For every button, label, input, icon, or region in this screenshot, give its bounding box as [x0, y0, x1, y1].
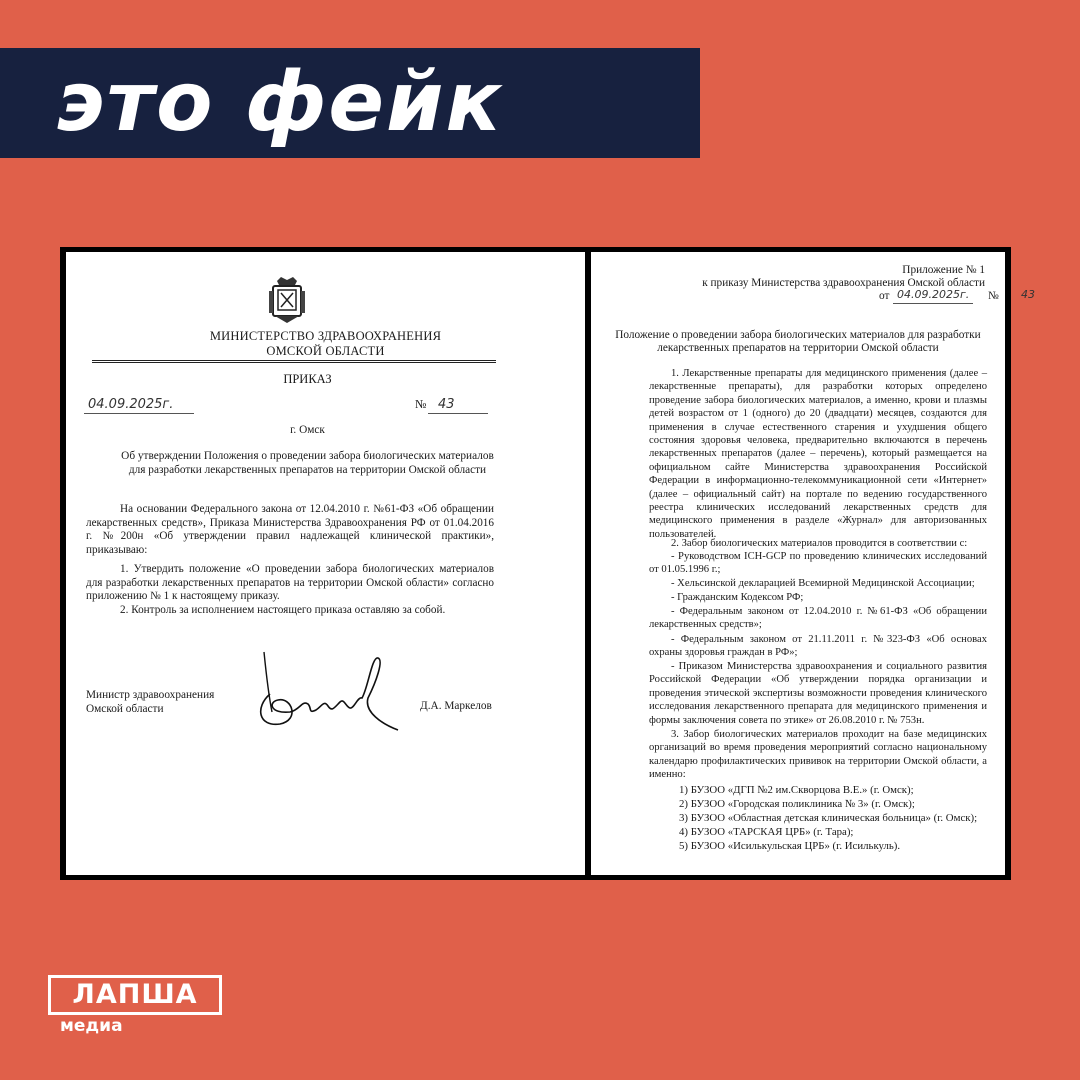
appendix-clause-2a: - Руководством ICH-GCP по проведению клинических исследований от 01.05.1996 г.; — [649, 551, 987, 576]
date-line — [84, 413, 194, 414]
order-item-2: 2. Контроль за исполнением настоящего приказа оставляю за собой. — [120, 604, 446, 616]
appendix-label: Приложение № 1 — [902, 264, 985, 276]
appendix-clause-2b: - Хельсинской декларацией Всемирной Медицинской Ассоциации; — [671, 578, 975, 589]
appendix-date-line — [893, 303, 973, 304]
order-word: ПРИКАЗ — [283, 372, 332, 386]
ministry-name-line2: ОМСКОЙ ОБЛАСТИ — [266, 344, 385, 358]
coat-of-arms-icon — [269, 277, 305, 323]
appendix-clause-2d: - Федеральным законом от 12.04.2010 г. №61-ФЗ «Об обращении лекарственных средств»; — [649, 606, 987, 631]
appendix-clause-2c: - Гражданским Кодексом РФ; — [671, 592, 804, 603]
order-page — [66, 252, 585, 875]
header-rule-second — [92, 362, 496, 363]
signer-title-line2: Омской области — [86, 703, 164, 715]
list-item: 1) БУЗОО «ДГП №2 им.Скворцова В.Е.» (г. Омск); — [679, 784, 914, 796]
signer-title-line1: Министр здравоохранения — [86, 689, 215, 701]
order-preamble: На основании Федерального закона от 12.04.2010 г. №61-ФЗ «Об обращении лекарственных средств», Приказа Министерства Здравоохранения РФ от 01.04.2016 г. №200н «Об утверждении правил надлежащей клинической практики», приказываю: — [86, 503, 494, 556]
ministry-name-line1: МИНИСТЕРСТВО ЗДРАВООХРАНЕНИЯ — [209, 329, 442, 343]
number-line — [428, 413, 488, 414]
appendix-clause-2e: - Федеральным законом от 21.11.2011 г. №323-ФЗ «Об основах охраны здоровья граждан в РФ»; — [649, 634, 987, 659]
city: г. Омск — [290, 424, 325, 436]
list-item: 4) БУЗОО «ТАРСКАЯ ЦРБ» (г. Тара); — [679, 826, 854, 838]
list-item: 5) БУЗОО «Исилькульская ЦРБ» (г. Исилькуль). — [679, 840, 901, 852]
order-date: 04.09.2025г. — [88, 397, 174, 412]
signature-icon — [250, 652, 400, 732]
fake-banner — [0, 48, 700, 158]
appendix-clause-2: 2. Забор биологических материалов проводится в соответствии с: — [671, 538, 968, 549]
order-title-line1: Об утверждении Положения о проведении забора биологических материалов — [121, 450, 494, 462]
appendix-number: 43 — [1021, 288, 1035, 301]
appendix-heading-line1: Положение о проведении забора биологических материалов для разработки — [615, 329, 981, 341]
order-title-line2: для разработки лекарственных препаратов на территории Омской области — [128, 464, 487, 476]
order-item-1: 1. Утвердить положение «О проведении забора биологических материалов для разработки лекарственных препаратов на территории Омской области» согласно приложению № 1 к настоящему приказу. — [86, 563, 494, 602]
signer-name: Д.А. Маркелов — [420, 700, 492, 712]
appendix-reference: к приказу Министерства здравоохранения Омской области — [702, 277, 985, 289]
order-number: 43 — [438, 397, 455, 412]
appendix-clause-3: 3. Забор биологических материалов проходит на базе медицинских организаций во время проведения мероприятий согласно национальному календарю профилактических прививок на территории Омской области, а именно: — [649, 729, 987, 781]
appendix-heading-line2: лекарственных препаратов на территории Омской области — [657, 342, 939, 354]
order-number-label: № — [415, 397, 427, 411]
list-item: 3) БУЗОО «Областная детская клиническая больница» (г. Омск); — [679, 812, 978, 824]
logo-name: ЛАПША — [72, 979, 198, 1010]
list-item: 2) БУЗОО «Городская поликлиника № 3» (г. Омск); — [679, 798, 915, 810]
document-scan — [60, 247, 1035, 880]
header-rule — [92, 360, 496, 361]
appendix-date: 04.09.2025г. — [897, 288, 970, 301]
appendix-number-label: № — [988, 290, 999, 302]
lapsha-logo — [48, 975, 222, 1015]
appendix-page — [591, 252, 1035, 875]
logo-subtitle: медиа — [60, 1016, 123, 1036]
appendix-clause-2f: - Приказом Министерства здравоохранения и социального развития Российской Федерации «Об утверждении порядка организации и проведения этической экспертизы возможности проведения клинического исследования лекарственного препарата для медицинского применения и формы заключения совета по этике» от 26.08.2010 г. № 753н. — [649, 661, 987, 726]
appendix-from: от — [879, 290, 890, 302]
banner-title: это фейк — [56, 55, 504, 150]
appendix-clause-1: 1. Лекарственные препараты для медицинского применения (далее – лекарственные препараты), для разработки которых определено проведение забора биологических материалов, а именно, крови и плазмы детей возрастом от 1 (одного) до 20 (двадцати) месяцев, создаются для применения в случае естественного старения и ухудшения общего состояния здоровья человека, предварительно включаются в перечень лекарственных препаратов (далее – перечень), который размещается на официальном сайте Министерства здравоохранения Российской Федерации в информационно-телекоммуникационной сети «Интернет» (далее – официальный сайт) на портале по ведению государственного реестра клинических исследований лекарственных средств для медицинского применения в разделе «Журнал» для авторизованных пользователей. — [649, 368, 987, 540]
